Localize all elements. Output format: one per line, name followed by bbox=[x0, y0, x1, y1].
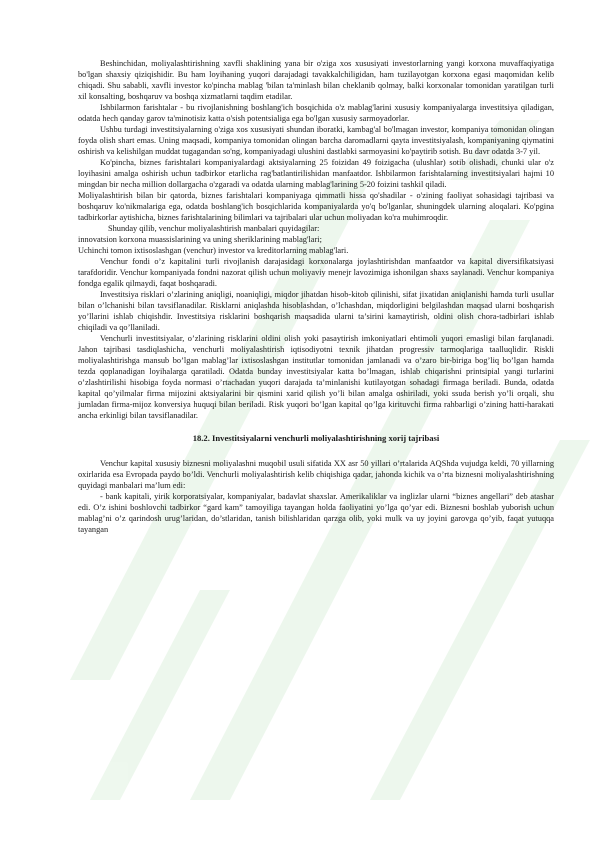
list-item: Uchinchi tomon ixtisoslashgan (venchur) investor va kreditorlarning mablag'lari. bbox=[78, 246, 349, 255]
paragraph: Venchur fondi o’z kapitalini turli rivojlanish darajasidagi korxonalarga joylashtirishdan manfaatdor va kapital diversifikatsiyasi tarafdoridir. Venchur kompaniyada fondni nazorat qilish uchun moliyaviy menejr lavozimiga ishonilgan shaxs saylanadi. Venchur kompaniya fondga egalik qilmaydi, faqat boshqaradi. bbox=[78, 257, 554, 288]
paragraph: Venchur kapital xususiy biznesni moliyalashni muqobil usuli sifatida XX asr 50 yillari o’rtalarida AQShda vujudga keldi, 70 yillarning oxirlarida esa Evropada paydo bo’ldi. Venchurli moliyalashtirish kelib chiqishiga qadar, jahonda kichik va o’rta biznesni moliyalashtirishning quyidagi manbalari ma’lum edi: bbox=[78, 459, 554, 490]
paragraph: Investitsiya risklari o’zlarining aniqligi, noaniqligi, miqdor jihatdan hisob-kitob qilinishi, sifat jixatidan aniqlanishi hamda turli usullar bilan o’lchanishi bilan tavsiflanadilar. Risklarni aniqlashda hisoblashdan, o’lchashdan, miqdorligini belgilashdan maqsad ularni boshqarish yo’llarini ishlab chiqishdir. Investitsiya risklarini boshqarish maqsadida ularni ta’sirini kamaytirish, oldini olish chora-tadbirlari ishlab chiqiladi va qo’llaniladi. bbox=[78, 290, 554, 332]
paragraph: Beshinchidan, moliyalashtirishning xavfli shaklining yana bir o'ziga xos xususiyati investorlarning yangi korxona muvaffaqiyatiga bo'lgan shaxsiy qiziqishidir. Bu ham loyihaning yuqori darajadagi tavakkalchiligidan, ham tuzilayotgan korxona egasi maqomidan kelib chiqadi. Shu sababli, xavfli investor ko'pincha mablag 'bilan ta'minlash bilan cheklanib qolmay, balki korxonalar tomonidan yaratilgan turli xil konsalting, boshqaruv va boshqa xizmatlarni taqdim etadilar. bbox=[78, 59, 554, 101]
paragraph: Shunday qilib, venchur moliyalashtirish manbalari quyidagilar: bbox=[108, 224, 320, 233]
paragraph: Ishbilarmon farishtalar - bu rivojlanishning boshlang'ich bosqichida o'z mablag'larini xususiy kompaniyalarga investitsiya qiladigan, odatda hech qanday garov ta'minotisiz katta o'sish potentsialiga ega bo'lgan xususiy sarmoyadorlar. bbox=[78, 103, 554, 123]
list-item: innovatsion korxona muassislarining va uning sheriklarining mablag'lari; bbox=[78, 235, 322, 244]
document-page bbox=[78, 58, 554, 535]
paragraph: Ushbu turdagi investitsiyalarning o'ziga xos xususiyati shundan iboratki, kambag'al bo'lmagan investor, kompaniya tomonidan olingan foyda olish shart emas. Uning maqsadi, kompaniya tomonidan olingan barcha daromadlarni qayta investitsiyalash, kompaniyaning qiymatini oshirish va kelishilgan muddat tugagandan so'ng, kompaniyadagi ulushini dastlabki sarmoyasini ko'paytirib sotish. Bu davr odatda 3-7 yil. bbox=[78, 125, 554, 156]
section-heading: 18.2. Investitsiyalarni venchurli moliyalashtirishning xorij tajribasi bbox=[192, 433, 440, 443]
paragraph: - bank kapitali, yirik korporatsiyalar, kompaniyalar, badavlat shaxslar. Amerikaliklar va inglizlar ularni “biznes angellari” deb atashar edi. O’z ishini boshlovchi tadbirkor “gard kam” tamoyiliga tayangan holda faoliyatini yo’lga qo’yar edi. Biznesni boshlab yuborish uchun mablag’ni o’z qarindosh urug’laridan, do’stlaridan, tanish bilishlaridan qarzga olib, yoki mulk va uy joyini garovga qo’yib, faqat yutuqqa tayangan bbox=[78, 492, 554, 534]
paragraph: Ko'pincha, biznes farishtalari kompaniyalardagi aktsiyalarning 25 foizidan 49 foizigacha (ulushlar) sotib olishadi, chunki ular o'z loyihasini amalga oshirish uchun tadbirkor etarlicha rag'batlantirilishidan manfaatdor. Ishbilarmon farishtalarning investitsiyalari hajmi 10 mingdan bir necha million dollargacha o'zgaradi va odatda ularning mablag'larining 5-20 foizini tashkil qiladi. bbox=[78, 158, 554, 189]
paragraph: Moliyalashtirish bilan bir qatorda, biznes farishtalari kompaniyaga qimmatli hissa qo'shadilar - o'zining faoliyat sohasidagi tajribasi va boshqaruv ko'nikmalariga ega, odatda boshlang'ich bosqichlarida kompaniyalarda yo'q bo'lganlar, shuningdek ularning aloqalari. Ko'pgina tadbirkorlar aytishicha, biznes farishtalarining bilimlari va tajribalari ular uchun moliyadan ko'ra muhimroqdir. bbox=[78, 191, 554, 222]
paragraph: Venchurli investitsiyalar, o’zlarining risklarini oldini olish yoki pasaytirish imkoniyatlari ehtimoli yuqori emasligi bilan farqlanadi. Jahon tajribasi tasdiqlashicha, venchurli moliyalashtirish iqtisodiyotni texnik jihatdan progressiv tarmoqlariga taalluqlidir. Riskli moliyalashtirishga mansub bo’lgan mablag’lar ixtisoslashgan institutlar tomonidan jamlanadi va o’zaro bir-biriga bog’liq bo’lgan hamda tezda qoplanadigan loyihalarga qaratiladi. Odatda bunday investitsiyalar katta bo’lmagan, ishlab chiqarishni printsipial yangi turlarini o’zlashtirilishi hisobiga foyda normasi o’rtachadan yuqori darajada ta’minlanishi kutilayotgan sohadagi firmaga beriladi. Bunda, odatda kapital qo’yilmalar firma mijozini aktsiyalarini bir qismini xarid qilish yo’li bilan amalga oshiriladi, yoki ssuda berish yo’li orqali, shu jumladan firma-mijoz konversiya huquqi bilan beriladi. Risk yuqori bo’lgan kapital qo’lga kirituvchi firma rahbarligi o’zining hatti-harakati ancha erkinligi bilan tavsiflanadilar. bbox=[78, 334, 554, 420]
